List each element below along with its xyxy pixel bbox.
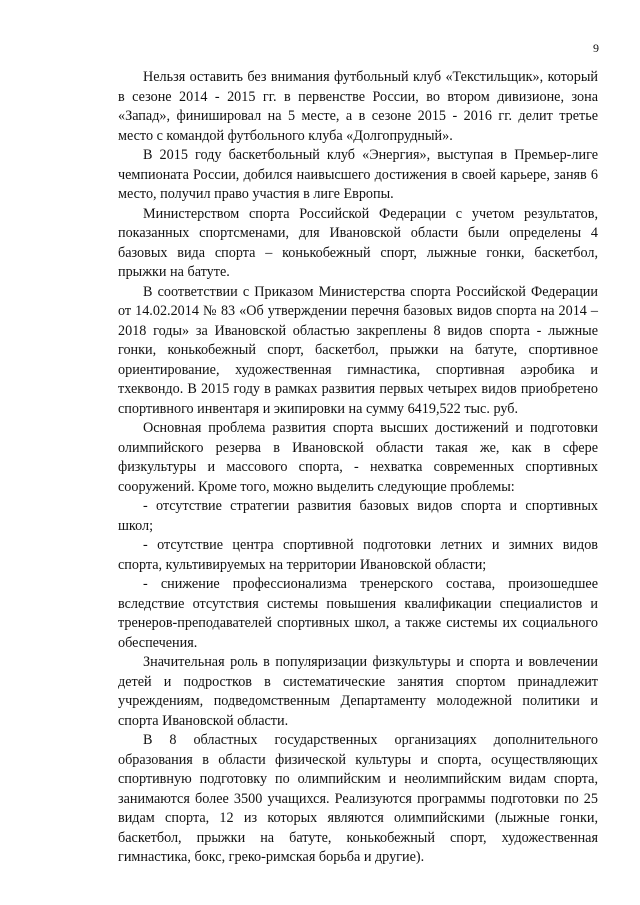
paragraph-energiya: В 2015 году баскетбольный клуб «Энергия», выступая в Премьер-лиге чемпионата России, добился наивысшего достижения в своей карьере, заняв 6 место, получил право участия в лиге Европы. bbox=[118, 147, 598, 202]
document-body bbox=[118, 68, 598, 868]
paragraph-main-problem: Основная проблема развития спорта высших достижений и подготовки олимпийского резерва в Ивановской области такая же, как в сфере физкультуры и массового спорта, - нехватка современных спортивных сооружений. Кроме того, можно выделить следующие проблемы: bbox=[118, 420, 598, 495]
problem-item-strategy: - отсутствие стратегии развития базовых видов спорта и спортивных школ; bbox=[118, 498, 598, 534]
paragraph-base-sports: Министерством спорта Российской Федерации с учетом результатов, показанных спортсменами, для Ивановской области были определены 4 базовых вида спорта – конькобежный спорт, лыжные гонки, баскетбол, прыжки на батуте. bbox=[118, 205, 598, 280]
paragraph-textilshchik: Нельзя оставить без внимания футбольный клуб «Текстильщик», который в сезоне 2014 - 2015 гг. в первенстве России, во втором дивизионе, зона «Запад», финишировал на 5 месте, а в сезоне 2015 - 2016 гг. делит третье место с командой футбольного клуба «Долгопрудный». bbox=[118, 69, 598, 144]
page-number: 9 bbox=[593, 41, 599, 55]
paragraph-order-83: В соответствии с Приказом Министерства спорта Российской Федерации от 14.02.2014 № 83 «Об утверждении перечня базовых видов спорта на 2014 – 2018 годы» за Ивановской областью закреплены 8 видов спорта - лыжные гонки, конькобежный спорт, баскетбол, прыжки на батуте, спортивное ориентирование, художественная гимнастика, спортивная аэробика и тхеквондо. В 2015 году в рамках развития первых четырех видов приобретено спортивного инвентаря и экипировки на сумму 6419,522 тыс. руб. bbox=[118, 283, 598, 417]
problem-item-coaching: - снижение профессионализма тренерского состава, произошедшее вследствие отсутствия системы повышения квалификации специалистов и тренеров-преподавателей спортивных школ, а также системы их социального обеспечения. bbox=[118, 576, 598, 651]
paragraph-popularization: Значительная роль в популяризации физкультуры и спорта и вовлечении детей и подростков в систематические занятия спортом принадлежит учреждениям, подведомственным Департаменту молодежной политики и спорта Ивановской области. bbox=[118, 654, 598, 729]
paragraph-organizations: В 8 областных государственных организациях дополнительного образования в области физической культуры и спорта, осуществляющих спортивную подготовку по олимпийским и неолимпийским видам спорта, занимаются более 3500 учащихся. Реализуются программы подготовки по 25 видам спорта, 12 из которых являются олимпийскими (лыжные гонки, баскетбол, прыжки на батуте, конькобежный спорт, художественная гимнастика, бокс, греко-римская борьба и другие). bbox=[118, 732, 598, 865]
problem-item-training-center: - отсутствие центра спортивной подготовки летних и зимних видов спорта, культивируемых на территории Ивановской области; bbox=[118, 537, 598, 573]
